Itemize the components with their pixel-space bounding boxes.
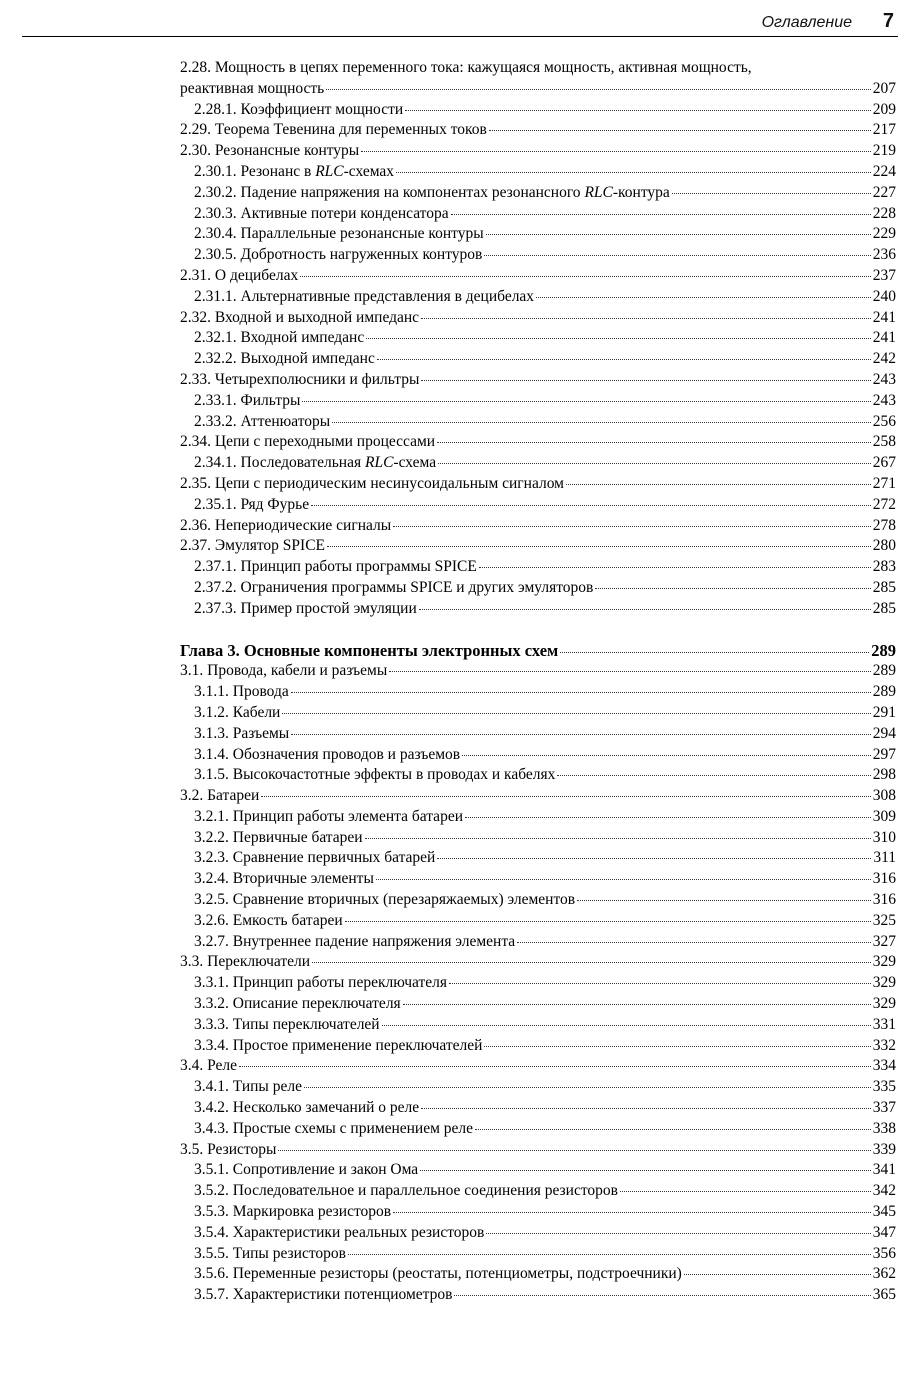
toc-entry-title: 2.30.2. Падение напряжения на компонентах резонансного RLC-контура <box>194 183 670 201</box>
dot-leader <box>595 584 870 589</box>
toc-entry-page: 347 <box>872 1223 896 1241</box>
toc-entry[interactable] <box>180 536 896 557</box>
toc-entry-title: 2.35.1. Ряд Фурье <box>194 495 310 513</box>
toc-entry[interactable] <box>180 120 896 141</box>
toc-entry-page: 241 <box>872 308 896 326</box>
toc-entry-title: 2.31.1. Альтернативные представления в децибелах <box>194 287 535 305</box>
toc-chapter-entry[interactable] <box>180 641 896 662</box>
toc-entry[interactable] <box>180 266 896 287</box>
toc-entry[interactable] <box>180 1244 896 1265</box>
toc-entry-page: 337 <box>872 1099 896 1117</box>
toc-entry-page: 329 <box>872 974 896 992</box>
toc-entry[interactable] <box>180 1223 896 1244</box>
toc-entry-page: 298 <box>872 766 896 784</box>
running-header <box>22 10 898 37</box>
toc-entry-title: 2.34.1. Последовательная RLC-схема <box>194 454 437 472</box>
toc-entry-page: 242 <box>872 350 896 368</box>
dot-leader <box>312 958 871 963</box>
dot-leader <box>420 1166 871 1171</box>
toc-entry-page: 338 <box>872 1119 896 1137</box>
toc-entry[interactable] <box>180 1181 896 1202</box>
toc-entry-page: 241 <box>872 329 896 347</box>
toc-entry-page: 362 <box>872 1265 896 1283</box>
toc-entry-page: 316 <box>872 870 896 888</box>
dot-leader <box>389 667 870 672</box>
toc-entry[interactable] <box>180 412 896 433</box>
toc-entry-title: 3.5.2. Последовательное и параллельное соединения резисторов <box>194 1182 618 1200</box>
dot-leader <box>421 1104 871 1109</box>
toc-entry[interactable] <box>180 724 896 745</box>
dot-leader <box>557 771 870 776</box>
toc-entry-page: 243 <box>872 370 896 388</box>
toc-entry[interactable] <box>180 890 896 911</box>
dot-leader <box>326 85 871 90</box>
toc-entry-page: 342 <box>872 1182 896 1200</box>
toc-entry-title: 3.3.3. Типы переключателей <box>194 1015 380 1033</box>
toc-entry-page: 289 <box>871 640 896 660</box>
toc-entry-title: 3.2.2. Первичные батареи <box>194 828 363 846</box>
toc-entry-title: 2.36. Непериодические сигналы <box>180 516 392 534</box>
toc-entry-title: 2.32. Входной и выходной импеданс <box>180 308 420 326</box>
toc-entry-page: 271 <box>872 474 896 492</box>
dot-leader <box>437 854 871 859</box>
toc-entry[interactable] <box>180 453 896 474</box>
toc-entry[interactable] <box>180 328 896 349</box>
dot-leader <box>382 1021 871 1026</box>
toc-entry-page: 341 <box>872 1161 896 1179</box>
toc-entry-title: 2.30.5. Добротность нагруженных контуров <box>194 246 483 264</box>
toc-entry-title: 3.4. Реле <box>180 1057 238 1075</box>
toc-entry[interactable] <box>180 1202 896 1223</box>
toc-entry-title: 2.37.1. Принцип работы программы SPICE <box>194 558 477 576</box>
dot-leader <box>403 1000 871 1005</box>
toc-entry-title: 3.2. Батареи <box>180 787 260 805</box>
dot-leader <box>475 1125 871 1130</box>
toc-entry[interactable] <box>180 786 896 807</box>
dot-leader <box>486 230 871 235</box>
dot-leader <box>377 355 871 360</box>
toc-entry-title: 2.37.2. Ограничения программы SPICE и других эмуляторов <box>194 578 594 596</box>
dot-leader <box>484 251 870 256</box>
toc-entry-page: 236 <box>872 246 896 264</box>
toc-entry-page: 229 <box>872 225 896 243</box>
toc-entry-page: 272 <box>872 495 896 513</box>
toc-entry-title: 3.1.3. Разъемы <box>194 724 290 742</box>
toc-entry-page: 329 <box>872 995 896 1013</box>
toc-entry-page: 310 <box>872 828 896 846</box>
toc-entry-title: 3.3.4. Простое применение переключателей <box>194 1036 483 1054</box>
dot-leader <box>449 979 871 984</box>
toc-entry[interactable] <box>180 911 896 932</box>
toc-entry[interactable] <box>180 765 896 786</box>
dot-leader <box>438 459 871 464</box>
toc-entry[interactable] <box>180 682 896 703</box>
toc-entry-title: 2.32.1. Входной импеданс <box>194 329 365 347</box>
dot-leader <box>393 522 871 527</box>
dot-leader <box>302 397 870 402</box>
toc-entry-title: 3.5.1. Сопротивление и закон Ома <box>194 1161 419 1179</box>
toc-entry[interactable] <box>180 287 896 308</box>
dot-leader <box>484 1042 870 1047</box>
toc-entry[interactable] <box>180 141 896 162</box>
toc-entry-title: 3.5.5. Типы резисторов <box>194 1244 346 1262</box>
toc-entry-page: 219 <box>872 142 896 160</box>
toc-entry-page: 316 <box>872 891 896 909</box>
toc-entry-title: 3.4.1. Типы реле <box>194 1078 302 1096</box>
dot-leader <box>291 730 871 735</box>
toc-entry-page: 228 <box>872 204 896 222</box>
toc-entry-page: 209 <box>872 100 896 118</box>
dot-leader <box>278 1146 870 1151</box>
toc-entry-title: 2.28.1. Коэффициент мощности <box>194 100 404 118</box>
dot-leader <box>454 1291 870 1296</box>
toc-entry-page: 237 <box>872 266 896 284</box>
toc-entry[interactable] <box>180 162 896 183</box>
dot-leader <box>479 563 871 568</box>
dot-leader <box>311 501 871 506</box>
toc-entry-page: 240 <box>872 287 896 305</box>
toc-entry-page: 280 <box>872 537 896 555</box>
toc-entry-title: Глава 3. Основные компоненты электронных схем <box>180 640 559 660</box>
toc-entry-page: 365 <box>872 1286 896 1304</box>
toc-entry[interactable] <box>180 994 896 1015</box>
toc-entry[interactable] <box>180 578 896 599</box>
toc-entry-title: 3.5. Резисторы <box>180 1140 277 1158</box>
toc-entry-page: 291 <box>872 703 896 721</box>
toc-entry-title: 2.32.2. Выходной импеданс <box>194 350 375 368</box>
toc-entry[interactable] <box>180 1056 896 1077</box>
toc-entry[interactable] <box>180 828 896 849</box>
toc-entry[interactable] <box>180 1160 896 1181</box>
dot-leader <box>684 1270 871 1275</box>
dot-leader <box>332 418 871 423</box>
toc-entry[interactable] <box>180 516 896 537</box>
toc-entry[interactable] <box>180 474 896 495</box>
toc-entry-page: 331 <box>872 1015 896 1033</box>
dot-leader <box>366 334 871 339</box>
toc-entry-page: 217 <box>872 121 896 139</box>
toc-entry[interactable] <box>180 557 896 578</box>
toc-entry-title: 3.1.5. Высокочастотные эффекты в проводах и кабелях <box>194 766 556 784</box>
toc-entry[interactable] <box>180 599 896 620</box>
dot-leader <box>577 896 871 901</box>
toc-entry-title: 2.30.1. Резонанс в RLC-схемах <box>194 162 395 180</box>
toc-entry-page: 297 <box>872 745 896 763</box>
dot-leader <box>489 126 871 131</box>
toc-entry-page: 309 <box>872 807 896 825</box>
running-header-title: Оглавление <box>761 14 852 31</box>
toc-entry-title: реактивная мощность <box>180 79 325 97</box>
toc-entry-page: 267 <box>872 454 896 472</box>
toc-entry[interactable] <box>180 204 896 225</box>
toc-entry-title: 2.37.3. Пример простой эмуляции <box>194 599 417 617</box>
toc-entry-title: 3.5.6. Переменные резисторы (реостаты, потенциометры, подстроечники) <box>194 1265 682 1283</box>
toc-entry-title: 3.4.3. Простые схемы с применением реле <box>194 1119 474 1137</box>
toc-entry-page: 278 <box>872 516 896 534</box>
toc-entry-page: 289 <box>872 683 896 701</box>
toc-entry[interactable] <box>180 869 896 890</box>
toc-entry-title: 3.4.2. Несколько замечаний о реле <box>194 1099 420 1117</box>
toc-entry-title: 3.2.7. Внутреннее падение напряжения элемента <box>194 932 516 950</box>
toc-entry[interactable] <box>180 245 896 266</box>
dot-leader <box>327 542 871 547</box>
toc-entry-title: 2.30.3. Активные потери конденсатора <box>194 204 449 222</box>
toc-entry-title: 3.2.5. Сравнение вторичных (перезаряжаемых) элементов <box>194 891 576 909</box>
toc-entry-page: 335 <box>872 1078 896 1096</box>
dot-leader <box>465 813 871 818</box>
toc-entry-page: 345 <box>872 1203 896 1221</box>
toc-entry-title: 2.29. Теорема Тевенина для переменных токов <box>180 121 487 139</box>
toc-entry[interactable] <box>180 1140 896 1161</box>
toc-entry[interactable] <box>180 932 896 953</box>
dot-leader <box>405 106 871 111</box>
toc-entry-page: 339 <box>872 1140 896 1158</box>
toc-entry-title: 3.5.3. Маркировка резисторов <box>194 1203 392 1221</box>
toc-entry-page: 289 <box>872 662 896 680</box>
dot-leader <box>451 210 871 215</box>
toc-entry-page: 332 <box>872 1036 896 1054</box>
toc-entry-page: 334 <box>872 1057 896 1075</box>
toc-entry[interactable] <box>180 661 896 682</box>
dot-leader <box>282 709 870 714</box>
dot-leader <box>376 875 871 880</box>
toc-entry[interactable] <box>180 308 896 329</box>
toc-entry[interactable] <box>180 807 896 828</box>
toc-entry[interactable] <box>180 495 896 516</box>
toc-entry-title: 3.3.1. Принцип работы переключателя <box>194 974 448 992</box>
toc-entry-title: 3.5.4. Характеристики реальных резисторов <box>194 1223 485 1241</box>
toc-entry-title: 3.1.4. Обозначения проводов и разъемов <box>194 745 461 763</box>
toc-entry-title: 3.2.3. Сравнение первичных батарей <box>194 849 436 867</box>
dot-leader <box>239 1062 871 1067</box>
dot-leader <box>486 1229 870 1234</box>
toc-entry-title: 3.1.1. Провода <box>194 683 289 701</box>
toc-entry-title: 2.35. Цепи с периодическим несинусоидальным сигналом <box>180 474 564 492</box>
dot-leader <box>300 272 871 277</box>
toc-entry[interactable] <box>180 58 896 100</box>
toc-entry-title: 2.31. О децибелах <box>180 266 299 284</box>
dot-leader <box>620 1187 871 1192</box>
dot-leader <box>421 376 870 381</box>
toc-entry[interactable] <box>180 100 896 121</box>
toc-entry-title: 2.37. Эмулятор SPICE <box>180 537 326 555</box>
table-of-contents <box>180 58 896 1306</box>
dot-leader <box>393 1208 871 1213</box>
toc-entry-title: 3.2.4. Вторичные элементы <box>194 870 374 888</box>
dot-leader <box>419 605 871 610</box>
toc-entry-page: 327 <box>872 932 896 950</box>
toc-entry-page: 356 <box>872 1244 896 1262</box>
toc-entry-title-line1: 2.28. Мощность в цепях переменного тока: кажущаяся мощность, активная мощность, <box>180 59 752 76</box>
toc-entry[interactable] <box>180 1264 896 1285</box>
toc-entry-page: 243 <box>872 391 896 409</box>
toc-entry-page: 325 <box>872 911 896 929</box>
toc-entry[interactable] <box>180 1098 896 1119</box>
dot-leader <box>421 314 871 319</box>
toc-entry[interactable] <box>180 224 896 245</box>
toc-entry-title: 3.3.2. Описание переключателя <box>194 995 401 1013</box>
dot-leader <box>672 189 871 194</box>
dot-leader <box>437 438 871 443</box>
dot-leader <box>396 168 871 173</box>
toc-entry-page: 285 <box>872 599 896 617</box>
toc-entry-title: 3.5.7. Характеристики потенциометров <box>194 1286 453 1304</box>
dot-leader <box>536 293 871 298</box>
page-number: 7 <box>882 10 894 32</box>
toc-entry[interactable] <box>180 1015 896 1036</box>
toc-entry[interactable] <box>180 745 896 766</box>
toc-entry-title: 3.1.2. Кабели <box>194 703 281 721</box>
toc-entry-title: 3.2.1. Принцип работы элемента батареи <box>194 807 463 825</box>
toc-entry-page: 329 <box>872 953 896 971</box>
toc-entry-line2 <box>180 79 896 100</box>
dot-leader <box>261 792 870 797</box>
toc-entry-page: 311 <box>873 849 896 867</box>
dot-leader <box>560 648 869 653</box>
toc-entry-title: 2.34. Цепи с переходными процессами <box>180 433 436 451</box>
toc-entry-page: 283 <box>872 558 896 576</box>
toc-entry[interactable] <box>180 1119 896 1140</box>
toc-entry[interactable] <box>180 952 896 973</box>
toc-entry-page: 258 <box>872 433 896 451</box>
toc-entry-page: 308 <box>872 787 896 805</box>
toc-entry-page: 227 <box>872 183 896 201</box>
toc-entry-title: 3.2.6. Емкость батареи <box>194 911 343 929</box>
toc-entry-page: 294 <box>872 724 896 742</box>
dot-leader <box>517 938 871 943</box>
toc-entry[interactable] <box>180 349 896 370</box>
dot-leader <box>348 1250 871 1255</box>
dot-leader <box>291 688 871 693</box>
dot-leader <box>304 1083 871 1088</box>
dot-leader <box>345 917 871 922</box>
toc-entry[interactable] <box>180 432 896 453</box>
toc-entry[interactable] <box>180 1285 896 1306</box>
toc-entry[interactable] <box>180 848 896 869</box>
toc-entry-title: 2.33.1. Фильтры <box>194 391 301 409</box>
toc-entry[interactable] <box>180 703 896 724</box>
toc-entry[interactable] <box>180 183 896 204</box>
toc-entry-title: 2.33. Четырехполюсники и фильтры <box>180 370 420 388</box>
toc-entry-page: 256 <box>872 412 896 430</box>
toc-entry-page: 224 <box>872 162 896 180</box>
dot-leader <box>365 834 871 839</box>
toc-entry[interactable] <box>180 973 896 994</box>
toc-entry-title: 2.30.4. Параллельные резонансные контуры <box>194 225 484 243</box>
dot-leader <box>361 147 871 152</box>
toc-entry-title: 2.30. Резонансные контуры <box>180 142 360 160</box>
toc-entry[interactable] <box>180 370 896 391</box>
toc-entry[interactable] <box>180 391 896 412</box>
toc-entry-page: 207 <box>872 79 896 97</box>
toc-entry-page: 285 <box>872 578 896 596</box>
toc-entry[interactable] <box>180 1036 896 1057</box>
toc-entry[interactable] <box>180 1077 896 1098</box>
dot-leader <box>566 480 871 485</box>
toc-entry-title: 3.1. Провода, кабели и разъемы <box>180 662 388 680</box>
dot-leader <box>462 751 871 756</box>
toc-entry-title: 3.3. Переключатели <box>180 953 311 971</box>
toc-entry-title: 2.33.2. Аттенюаторы <box>194 412 331 430</box>
